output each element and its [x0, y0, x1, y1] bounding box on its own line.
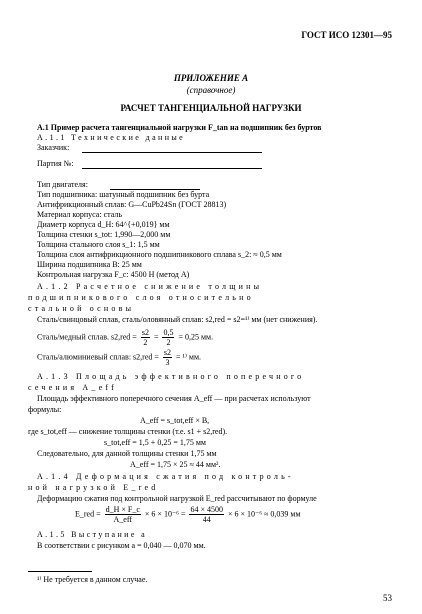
- a13-text1: Площадь эффективного поперечного сечения A_eff — при расчетах используют: [37, 394, 311, 403]
- customer-field-line: [82, 152, 262, 153]
- footnote-separator: [28, 571, 92, 572]
- a14-heading-line2: ной нагрузкой E_red: [28, 483, 159, 492]
- a13-text2: формулы:: [28, 405, 62, 414]
- a12-text1: Сталь/свинцовый сплав, сталь/оловянный сплав: s2,red = s2=¹⁾ мм (нет снижения).: [37, 315, 318, 324]
- spec-wall-thickness: Толщина стенки s_tot: 1,990—2,000 мм: [37, 230, 171, 239]
- spec-housing-diameter: Диаметр корпуса d_H: 64^{+0,019} мм: [37, 220, 170, 229]
- section-a1-heading: А.1 Пример расчета тангенциальной нагрузки F_tan на подшипник без буртов: [37, 123, 322, 132]
- a12-text2-left: Сталь/медный сплав. s2,red =: [37, 332, 137, 342]
- a12-text3-left: Сталь/алюминиевый сплав: s2,red =: [37, 352, 159, 362]
- a14-fraction2: [189, 505, 224, 524]
- a12-fraction1-denominator: 2: [143, 338, 148, 347]
- spec-alloy-layer: Толщина слоя антифрикционного подшипникового сплава s_2: ≈ 0,5 мм: [37, 250, 282, 259]
- a13-heading-line1: А.1.3 Площадь эффективного поперечного: [37, 372, 305, 381]
- a12-fraction1-numerator: s2: [141, 328, 149, 337]
- a12-text3: [37, 348, 201, 367]
- a12-heading-line3: стальной основы: [28, 304, 135, 313]
- batch-label: Партия №:: [37, 159, 74, 168]
- a12-fraction3-numerator: s2: [163, 348, 172, 357]
- a12-fraction3: [163, 348, 172, 367]
- a12-fraction2-numerator: 0,5: [163, 328, 174, 337]
- a15-text1: В соответствии с рисунком a = 0,040 — 0,070 мм.: [37, 541, 206, 550]
- a14-fraction2-numerator: 64 × 4500: [190, 505, 223, 514]
- batch-field-line: [82, 168, 262, 169]
- a12-text2-right: = 0,25 мм.: [178, 332, 214, 342]
- a14-text1: Деформацию сжатия под контрольной нагрузкой E_red рассчитывают по формуле: [37, 494, 317, 503]
- a13-formula3: A_eff = 1,75 × 25 ≈ 44 мм².: [130, 460, 221, 469]
- spec-housing-material: Материал корпуса: сталь: [37, 210, 122, 219]
- appendix-subtitle: (справочное): [186, 85, 236, 95]
- standard-header: ГОСТ ИСО 12301—95: [301, 30, 392, 40]
- footnote: ¹⁾ Не требуется в данном случае.: [37, 575, 148, 584]
- a14-formula-left: E_red =: [75, 509, 101, 519]
- customer-label: Заказчик:: [37, 143, 70, 152]
- a14-heading-line1: А.1.4 Деформация сжатия под контроль-: [37, 472, 294, 481]
- a12-text2: Сталь/медный сплав. s2,red = $\frac{s2}{2}$ = $\frac{0,5}{2}$ = 0,25 мм.: [37, 328, 214, 347]
- a12-heading-line1: А.1.2 Расчетное снижение толщины: [37, 282, 263, 291]
- a14-formula-mid: × 6 × 10⁻⁶ =: [144, 509, 186, 519]
- a13-formula2: s_tot,eff = 1,5 + 0,25 = 1,75 мм: [104, 438, 206, 447]
- spec-test-load: Контрольная нагрузка F_c: 4500 Н (метод А): [37, 270, 190, 279]
- spec-bearing-type: Тип подшипника: шатунный подшипник без бурта: [37, 190, 210, 199]
- page-number: 53: [383, 593, 392, 603]
- spec-alloy: Антифрикционный сплав: G—CuPb24Sn (ГОСТ 28813): [37, 200, 227, 209]
- a14-fraction1-numerator: d_H × F_c: [105, 505, 140, 514]
- a12-text3-right: = ¹⁾ мм.: [176, 352, 202, 362]
- a12-fraction1: [141, 328, 150, 347]
- a14-formula: [75, 505, 301, 524]
- a12-heading-line2: подшипникового слоя относительно: [28, 293, 254, 302]
- a15-heading: А.1.5 Выступание a: [37, 530, 148, 539]
- a14-fraction1: [105, 505, 141, 524]
- appendix-title: ПРИЛОЖЕНИЕ А: [173, 73, 249, 83]
- a13-formula1: A_eff = s_tot,eff × B,: [140, 416, 210, 425]
- spec-steel-layer: Толщина стального слоя s_1: 1,5 мм: [37, 240, 160, 249]
- spec-engine-type: Тип двигателя:: [37, 180, 88, 189]
- a13-heading-line2: сечения A_eff: [28, 383, 117, 392]
- a13-text3: где s_tot,eff — снижение толщины стенки (т.е. s1 + s2,red).: [28, 427, 228, 436]
- a14-formula-right: × 6 × 10⁻⁶ ≈ 0,039 мм: [227, 509, 301, 519]
- a14-fraction1-denominator: A_eff: [113, 515, 133, 524]
- a13-text4: Следовательно, для данной толщины стенки 1,75 мм: [37, 449, 217, 458]
- section-a11-subheading: А.1.1 Технические данные: [37, 133, 186, 142]
- a12-fraction3-denominator: 3: [165, 358, 170, 367]
- a14-fraction2-denominator: 44: [202, 515, 211, 524]
- spec-bearing-width: Ширина подшипника B: 25 мм: [37, 260, 142, 269]
- a12-fraction2: [162, 328, 174, 347]
- a12-fraction2-denominator: 2: [166, 338, 171, 347]
- main-title: РАСЧЕТ ТАНГЕНЦИАЛЬНОЙ НАГРУЗКИ: [120, 103, 302, 113]
